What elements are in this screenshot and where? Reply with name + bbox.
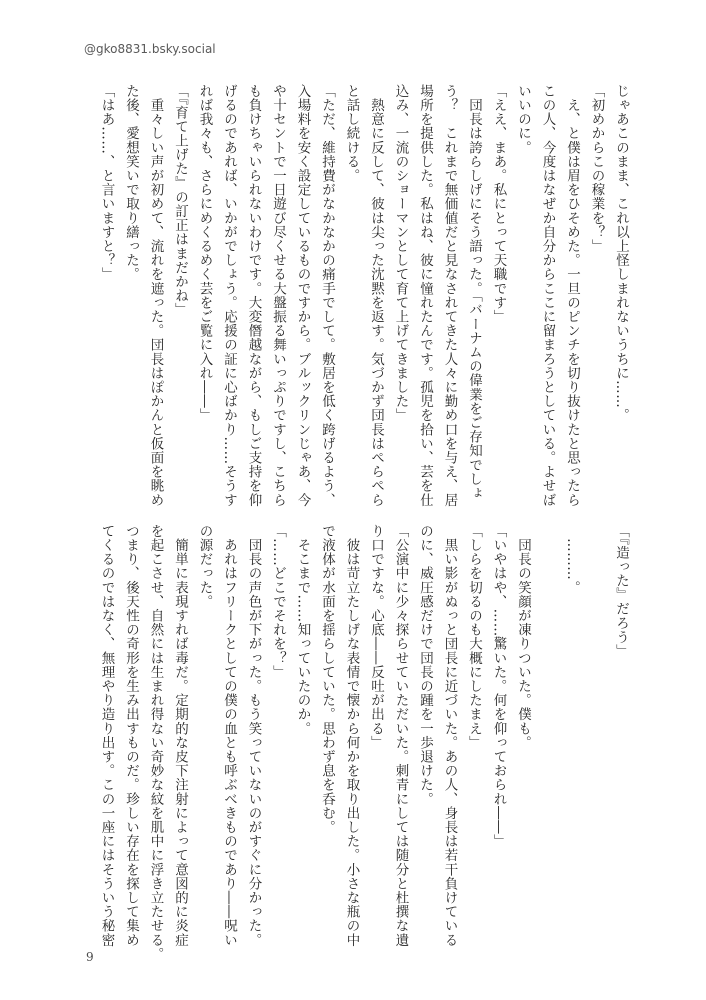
text-line: そこまで……知っていたのか。: [294, 524, 311, 736]
author-handle: @gko8831.bsky.social: [84, 42, 216, 56]
text-line: れば我々も、さらにめくるめく芸をご覧に入れ――」: [196, 84, 213, 423]
text-line: 「公演中に少々探らせていただいた。刺青にしては随分と杜撰な遺: [392, 524, 409, 947]
text-line: あれはフリークとしての僕の血とも呼ぶべきものであり――呪い: [221, 524, 237, 947]
text-line: や十セントで一日遊び尽くせる大盤振る舞いっぷりですし、こちら: [270, 84, 286, 507]
text-line: ………。: [564, 524, 580, 595]
text-line: う？ これまで無価値だと見なされてきた人々に勤め口を与え、居: [441, 84, 458, 507]
text-line: え、と僕は眉をひそめた。一旦のピンチを切り抜けたと思ったら: [564, 84, 580, 507]
text-line: のに、威圧感だけで団長の踵を一歩退けた。: [417, 524, 433, 806]
text-line: た後、愛想笑いで取り繕った。: [123, 84, 139, 282]
text-line: 「いやはや、……驚いた。何を仰っておられ――」: [490, 524, 507, 849]
text-line: の源だった。: [196, 524, 213, 609]
text-line: じゃあこのまま、これ以上怪しまれないうちに……。: [613, 84, 629, 423]
lower-text-block: [73, 524, 633, 962]
page-number: 9: [86, 950, 94, 964]
text-line: つまり、後天性の奇形を生み出すものだ。珍しい存在を探して集め: [123, 524, 139, 947]
text-line: [584, 524, 609, 934]
text-line: と話し続ける。: [343, 84, 360, 183]
text-line: 団長の笑顔が凍りついた。僕も。: [515, 524, 531, 750]
text-line: も負けちゃいられないわけです。大変僭越ながら、もしご支持を仰: [245, 84, 262, 507]
text-line: 団長の声色が下がった。もう笑っていないのがすぐに分かった。: [245, 524, 262, 947]
text-line: 団長は誇らしげにそう語った。「バーナムの偉業をご存知でしょ: [466, 84, 482, 501]
text-line: で液体が水面を揺らしていた。思わず息を呑む。: [319, 524, 335, 835]
text-line: [535, 524, 560, 934]
text-line: 「『育て上げた』の訂正はまだかね」: [172, 84, 188, 317]
text-line: 彼は苛立たしげな表情で懐から何かを取り出した。小さな瓶の中: [343, 524, 360, 947]
text-line: いいのに。: [515, 84, 531, 155]
text-line: 「……どこでそれを？」: [270, 524, 286, 680]
text-line: を起こさせ、自然には生まれ得ない奇妙な紋を肌中に浮き立たせる。: [147, 524, 164, 962]
text-line: 「ええ、まあ。私にとって天職です」: [490, 84, 507, 324]
text-line: 「『造った』だろう」: [613, 524, 629, 659]
text-line: 黒い影がぬっと団長に近づいた。あの人、身長は若干負けている: [441, 524, 458, 947]
text-line: てくるのではなく、無理やり造り出す。この一座にはそういう秘密: [98, 524, 115, 947]
text-line: 場所を提供した。私はね、彼に憧れたんです。孤児を拾い、芸を仕: [417, 84, 433, 507]
text-line: げるのであれば、いかがでしょう。応援の証に心ばかり……そうす: [221, 84, 237, 507]
text-line: この人、今度はなぜか自分からここに留まろうとしている。よせば: [539, 84, 556, 507]
text-line: 簡単に表現すれば毒だ。定期的な皮下注射によって意図的に炎症: [172, 524, 188, 947]
text-line: 入場料を安く設定しているものですから。ブルックリンじゃあ、今: [294, 84, 311, 507]
text-line: り口ですな。心底――反吐が出る」: [368, 524, 384, 750]
text-line: 「はあ……、と言いますと？」: [98, 84, 115, 282]
text-line: 込み、一流のショーマンとして育て上げてきました」: [392, 84, 409, 423]
text-line: 「ただ、維持費がなかなかの痛手でして。敷居を低く跨げるよう、: [319, 84, 335, 507]
text-line: 熱意に反して、彼は尖った沈黙を返す。気づかず団長はぺらぺら: [368, 84, 384, 507]
upper-text-block: [73, 84, 633, 507]
text-line: 「しらを切るのも大概にしたまえ」: [466, 524, 482, 750]
text-line: 重々しい声が初めて、流れを遮った。団長はぽかんと仮面を眺め: [147, 84, 164, 507]
text-line: 「初めからこの稼業を？」: [588, 84, 605, 254]
